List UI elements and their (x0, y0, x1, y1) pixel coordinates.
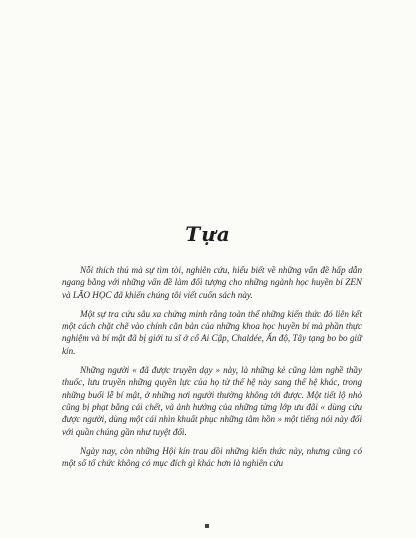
page-title: Tựa (185, 222, 231, 246)
page-mark (205, 524, 209, 528)
paragraph-4: Ngày nay, còn những Hội kín trau dồi những kiến thức này, nhưng cũng có một số tổ chức không có mục đích gì khác hơn là nghiên cứu (62, 445, 362, 469)
paragraph-2: Một sự tra cứu sâu xa chứng minh rằng toàn thể những kiến thức đó liên kết một cách chặt chẽ vào chính căn bản của những khoa học huyền bí mà phần thực nghiệm và bí mật đã bị giới tu sĩ ở cổ Ai Cập, Chaldée, Ấn độ, Tây tạng bo bo giữ kín. (62, 308, 362, 356)
body-text (62, 264, 362, 476)
paragraph-1: Nỗi thích thú mà sự tìm tòi, nghiên cứu, hiểu biết về những vấn đề hấp dẫn ngang bằng với những vấn đề làm đối tượng cho những ngành học huyền bí ZEN và LÃO HỌC đã khiến chúng tôi viết cuốn sách này. (62, 265, 362, 300)
paragraph-3: Những người « đã được truyền dạy » này, là những kẻ cũng làm nghề thầy thuốc, lưu truyền những quyền lực của họ từ thế hệ này sang thế hệ khác, trong những buổi lễ bí mật, ở những nơi người thường không tới được. Một tiết lộ nhỏ cũng bị phạt bằng cái chết, và ảnh hưởng của những từng lớp ưu đãi « dùng cứu được người, dùng một cái nhìn khuất phục những tâm hồn » một tiếng nói này đối với quần chúng gần như tuyệt đối. (62, 365, 362, 437)
